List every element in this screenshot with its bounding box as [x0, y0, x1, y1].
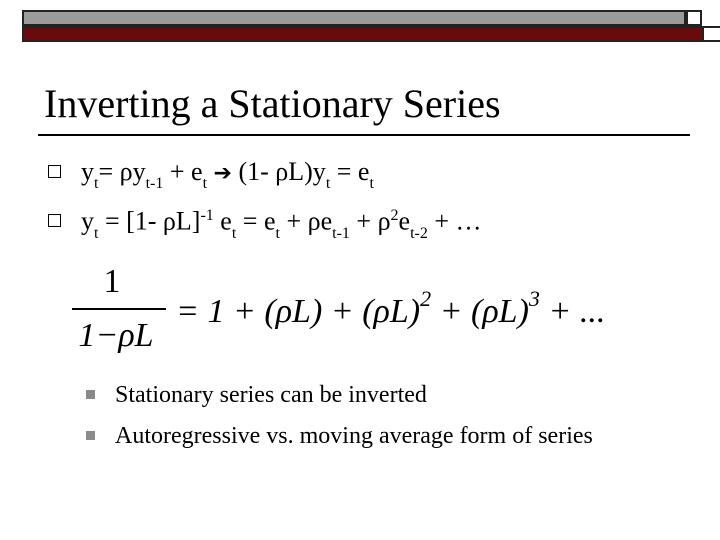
b2-text: = [1- ρL] [98, 206, 201, 236]
formula-numerator: 1 [103, 263, 121, 300]
formula-exp-3: 3 [528, 286, 540, 311]
b2-text: + … [427, 206, 482, 236]
title-divider [38, 134, 690, 136]
sub-bullet-text: Autoregressive vs. moving average form of series [115, 423, 593, 449]
hollow-square-bullet-icon [48, 214, 61, 227]
b1-sub: t [369, 175, 374, 193]
b2-sub: t-1 [332, 224, 350, 242]
b1-text: + e [163, 157, 203, 186]
b2-text: = e [236, 206, 276, 236]
formula-exp-2: 2 [420, 286, 432, 311]
bullet-2 [48, 200, 482, 248]
formula-rhs-mid: + (ρL) [431, 293, 529, 330]
b1-text: = e [330, 157, 370, 186]
slide-title: Inverting a Stationary Series [44, 81, 501, 126]
bullet-1 [48, 156, 374, 198]
b2-text: e [398, 206, 411, 236]
formula-rhs-suffix: + ... [539, 293, 606, 330]
b2-text: y [81, 206, 94, 236]
header-square-top [686, 10, 702, 26]
arrow-right-icon: ➔ [213, 161, 232, 186]
geometric-series-formula [66, 262, 646, 362]
b2-text: e [213, 206, 232, 236]
header-bar-red [22, 26, 720, 42]
b2-sup: 2 [390, 207, 399, 224]
formula-rhs-prefix: = 1 + (ρL) + (ρL) [176, 293, 421, 330]
b1-sub: t [325, 175, 331, 193]
b2-sub: t [231, 224, 237, 242]
b1-text: (1- ρL)y [238, 157, 326, 186]
hollow-square-bullet-icon [48, 165, 61, 178]
b2-sub: t-2 [410, 224, 428, 242]
b1-text: = ρy [98, 157, 146, 186]
b1-text: y [81, 157, 94, 186]
filled-square-bullet-icon [86, 431, 95, 440]
sub-bullet-text: Stationary series can be inverted [115, 382, 427, 408]
b2-text: + ρ [349, 206, 391, 236]
b2-sup: -1 [200, 207, 214, 224]
sub-bullet-1 [86, 380, 427, 410]
b2-sub: t [94, 224, 99, 242]
b1-sub: t [94, 175, 99, 193]
header-bar-gray [22, 10, 686, 26]
b1-sub: t [202, 175, 208, 193]
b2-sub: t [275, 224, 280, 242]
sub-bullet-2 [86, 421, 593, 451]
b2-text: + ρe [279, 206, 333, 236]
header-square-bottom [702, 26, 720, 42]
formula-denominator: 1−ρL [78, 317, 154, 354]
formula-rhs [176, 286, 605, 330]
filled-square-bullet-icon [86, 390, 95, 399]
b1-sub: t-1 [145, 175, 164, 193]
